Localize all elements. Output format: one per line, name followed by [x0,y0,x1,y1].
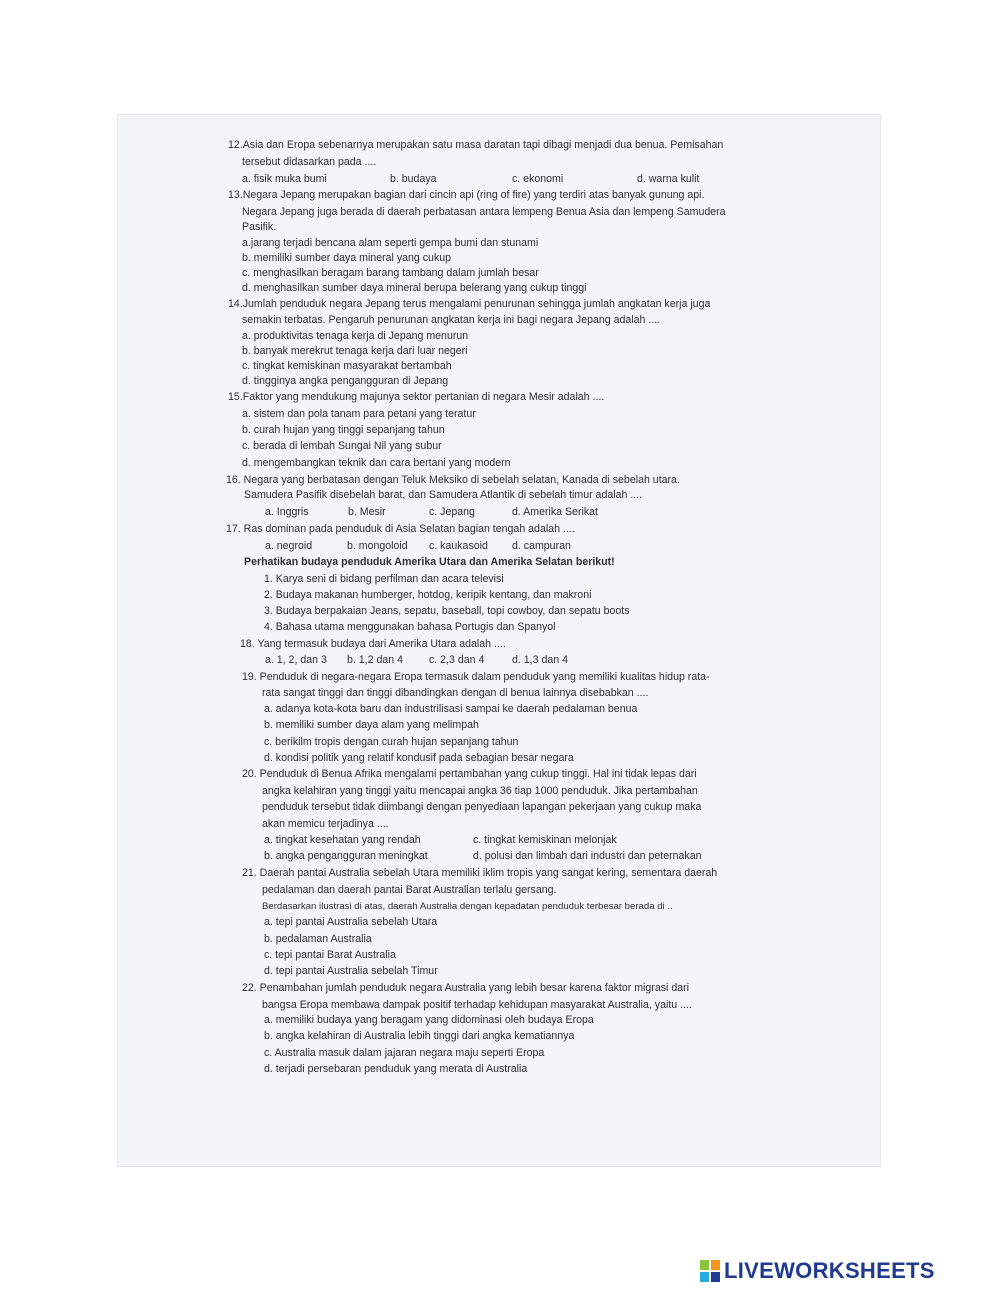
question-19-option-c: c. berikilm tropis dengan curah hujan sepanjang tahun [264,736,519,748]
question-16-option-b: b. Mesir [348,506,386,518]
question-19-option-d: d. kondisi politik yang relatif kondusif pada sebagian besar negara [264,752,574,764]
question-21-text: pedalaman dan daerah pantai Barat Australian terlalu gersang. [262,884,557,896]
question-19-option-b: b. memiliki sumber daya alam yang melimpah [264,719,479,731]
logo-text: LIVEWORKSHEETS [724,1258,935,1283]
liveworksheets-logo[interactable] [700,1256,935,1286]
question-16-text: 16. Negara yang berbatasan dengan Teluk Meksiko di sebelah selatan, Kanada di sebelah utara. [226,474,680,486]
question-21-option-d: d. tepi pantai Australia sebelah Timur [264,965,438,977]
question-21-option-c: c. tepi pantai Barat Australia [264,949,396,961]
question-15-option-b: b. curah hujan yang tinggi sepanjang tahun [242,424,445,436]
question-22-option-d: d. terjadi persebaran penduduk yang merata di Australia [264,1063,528,1075]
question-13-option-a: a.jarang terjadi bencana alam seperti gempa bumi dan stunami [242,237,539,249]
question-20-text: akan memicu terjadinya .... [262,818,389,830]
question-13-option-b: b. memiliki sumber daya mineral yang cukup [242,252,452,264]
question-12-option-b: b. budaya [390,173,437,185]
question-14-text: semakin terbatas. Pengaruh penurunan angkatan kerja ini bagi negara Jepang adalah .... [242,314,661,326]
question-15-option-c: c. berada di lembah Sungai Nil yang subur [242,440,442,452]
question-13-text: Pasifik. [242,221,277,233]
question-13-option-c: c. menghasilkan beragam barang tambang dalam jumlah besar [242,267,539,279]
question-12-text: tersebut didasarkan pada .... [242,156,377,168]
question-20-option-d: d. polusi dan limbah dari industri dan peternakan [473,850,702,862]
question-19-option-a: a. adanya kota-kota baru dan industrilisasi sampai ke daerah pedalaman benua [264,703,638,715]
question-17-text: 17. Ras dominan pada penduduk di Asia Selatan bagian tengah adalah .... [226,523,575,535]
question-12-text: 12.Asia dan Eropa sebenarnya merupakan satu masa daratan tapi dibagi menjadi dua benua. Pemisahan [228,139,724,151]
question-16-option-a: a. Inggris [265,506,309,518]
question-14-option-c: c. tingkat kemiskinan masyarakat bertambah [242,360,452,372]
question-22-option-a: a. memiliki budaya yang beragam yang didominasi oleh budaya Eropa [264,1014,594,1026]
question-21-text: Berdasarkan ilustrasi di atas, daerah Australia dengan kepadatan penduduk terbesar berada di .. [262,901,673,912]
question-21-option-a: a. tepi pantai Australia sebelah Utara [264,916,438,928]
question-17-option-b: b. mongoloid [347,540,408,552]
culture-item-2: 2. Budaya makanan humberger, hotdog, keripik kentang, dan makroni [264,589,592,601]
question-12-option-a: a. fisik muka bumi [242,173,327,185]
liveworksheets-logo-icon [700,1260,720,1282]
question-18-text: 18. Yang termasuk budaya dari Amerika Utara adalah .... [240,638,506,650]
question-22-text: bangsa Eropa membawa dampak positif terhadap kehidupan masyarakat Australia, yaitu .... [262,999,692,1011]
question-16-text: Samudera Pasifik disebelah barat, dan Samudera Atlantik di sebelah timur adalah .... [244,489,643,501]
question-15-option-a: a. sistem dan pola tanam para petani yang teratur [242,408,476,420]
question-16-option-d: d. Amerika Serikat [512,506,598,518]
question-13-text: Negara Jepang juga berada di daerah perbatasan antara lempeng Benua Asia dan lempeng Samudera [242,206,726,218]
question-12-option-d: d. warna kulit [637,173,700,185]
question-18-option-b: b. 1,2 dan 4 [347,654,403,666]
question-19-text: 19. Penduduk di negara-negara Eropa termasuk dalam penduduk yang memiliki kualitas hidup rata- [242,671,710,683]
question-18-option-a: a. 1, 2, dan 3 [265,654,327,666]
question-17-option-c: c. kaukasoid [429,540,488,552]
question-20-text: penduduk tersebut tidak diimbangi dengan penyediaan lapangan pekerjaan yang cukup maka [262,801,702,813]
question-20-text: 20. Penduduk di Benua Afrika mengalami pertambahan yang cukup tinggi. Hal ini tidak lepas dari [242,768,697,780]
question-19-text: rata sangat tinggi dan tinggi dibandingkan dengan di benua lainnya disebabkan .... [262,687,649,699]
question-20-option-a: a. tingkat kesehatan yang rendah [264,834,421,846]
question-20-option-c: c. tingkat kemiskinan melonjak [473,834,617,846]
question-20-text: angka kelahiran yang tinggi yaitu mencapai angka 36 tiap 1000 penduduk. Jika pertambahan [262,785,698,797]
question-22-option-c: c. Australia masuk dalam jajaran negara maju seperti Eropa [264,1047,545,1059]
question-14-text: 14.Jumlah penduduk negara Jepang terus mengalami penurunan sehingga jumlah angkatan kerja juga [228,298,711,310]
culture-item-1: 1. Karya seni di bidang perfilman dan acara televisi [264,573,504,585]
question-14-option-d: d. tingginya angka pengangguran di Jepang [242,375,449,387]
question-21-option-b: b. pedalaman Australia [264,933,372,945]
question-13-option-d: d. menghasilkan sumber daya mineral berupa belerang yang cukup tinggi [242,282,587,294]
question-22-option-b: b. angka kelahiran di Australia lebih tinggi dari angka kematiannya [264,1030,575,1042]
question-21-text: 21. Daerah pantai Australia sebelah Utara memiliki iklim tropis yang sangat kering, sementara daerah [242,867,718,879]
culture-heading: Perhatikan budaya penduduk Amerika Utara dan Amerika Selatan berikut! [244,556,615,568]
question-18-option-d: d. 1,3 dan 4 [512,654,568,666]
question-15-option-d: d. mengembangkan teknik dan cara bertani yang modern [242,457,511,469]
culture-item-3: 3. Budaya berpakaian Jeans, sepatu, baseball, topi cowboy, dan sepatu boots [264,605,630,617]
question-17-option-d: d. campuran [512,540,571,552]
question-15-text: 15.Faktor yang mendukung majunya sektor pertanian di negara Mesir adalah .... [228,391,605,403]
culture-item-4: 4. Bahasa utama menggunakan bahasa Portugis dan Spanyol [264,621,556,633]
question-22-text: 22. Penambahan jumlah penduduk negara Australia yang lebih besar karena faktor migrasi dari [242,982,689,994]
question-14-option-a: a. produktivitas tenaga kerja di Jepang menurun [242,330,469,342]
question-14-option-b: b. banyak merekrut tenaga kerja dari luar negeri [242,345,468,357]
question-18-option-c: c. 2,3 dan 4 [429,654,485,666]
question-16-option-c: c. Jepang [429,506,475,518]
question-20-option-b: b. angka pengangguran meningkat [264,850,428,862]
question-12-option-c: c. ekonomi [512,173,564,185]
question-17-option-a: a. negroid [265,540,313,552]
question-13-text: 13.Negara Jepang merupakan bagian dari cincin api (ring of fire) yang terdiri atas banyak gunung api. [228,189,705,201]
